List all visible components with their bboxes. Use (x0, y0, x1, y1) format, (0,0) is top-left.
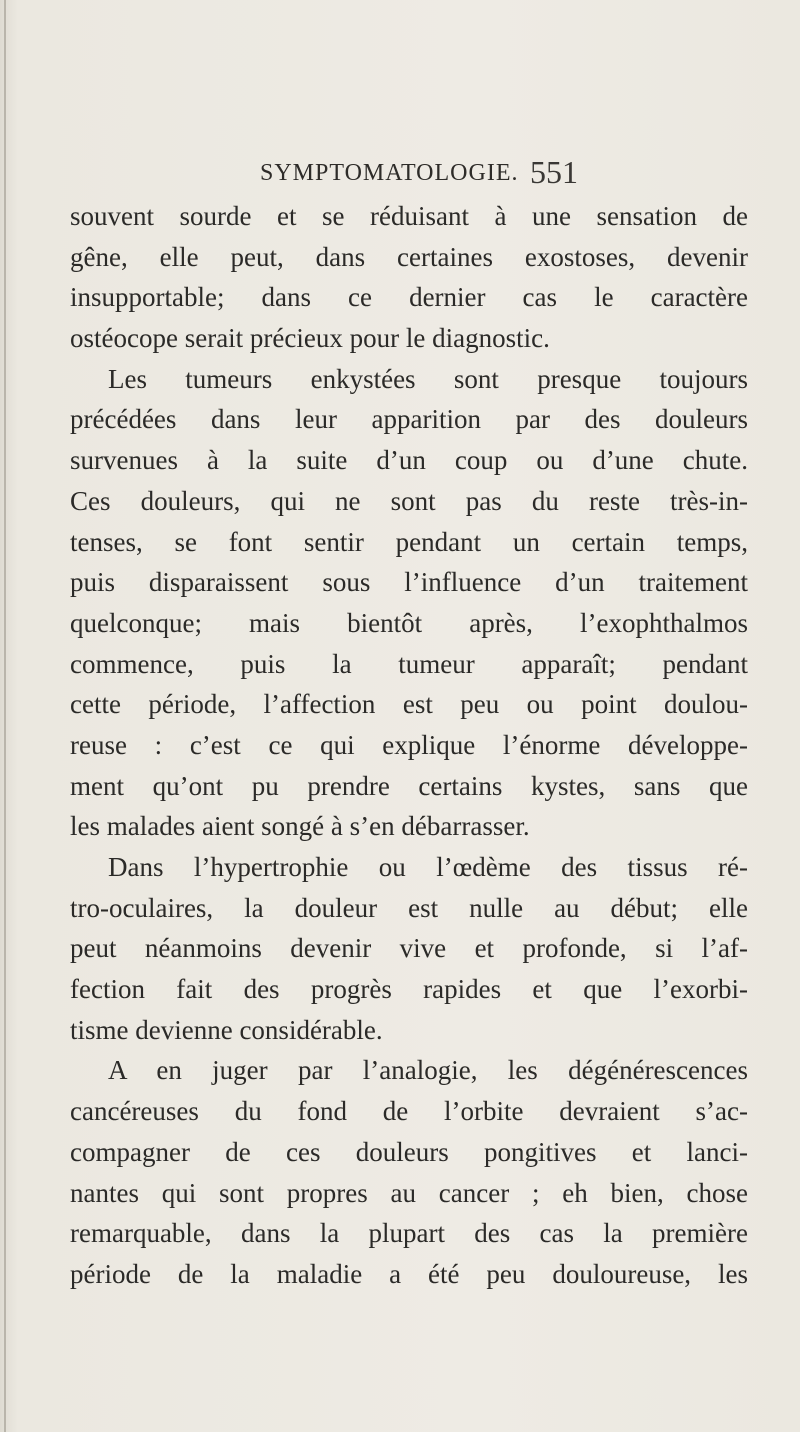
text-line: compagner de ces douleurs pongitives et lanci- (70, 1136, 748, 1167)
text-line: tenses, se font sentir pendant un certain temps, (70, 526, 748, 557)
text-line: insupportable; dans ce dernier cas le caractère (70, 282, 748, 313)
text-line: nantes qui sont propres au cancer ; eh bien, chose (70, 1177, 748, 1208)
text-line: Dans l’hypertrophie ou l’œdème des tissus ré- (108, 852, 748, 882)
text-line: cette période, l’affection est peu ou point doulou- (70, 689, 748, 720)
text-line: remarquable, dans la plupart des cas la première (70, 1218, 748, 1249)
text-line: précédées dans leur apparition par des douleurs (70, 404, 748, 435)
page-edge (4, 0, 6, 1432)
text-line: reuse : c’est ce qui explique l’énorme développe- (70, 729, 748, 760)
text-line: quelconque; mais bientôt après, l’exophthalmos (70, 607, 748, 638)
text-line: survenues à la suite d’un coup ou d’une chute. (70, 445, 748, 476)
page-header (0, 152, 800, 192)
text-line: puis disparaissent sous l’influence d’un traitement (70, 567, 748, 598)
text-line: gêne, elle peut, dans certaines exostoses, devenir (70, 241, 748, 272)
text-line: Ces douleurs, qui ne sont pas du reste très-in- (70, 485, 748, 516)
text-line: période de la maladie a été peu douloureuse, les (70, 1258, 748, 1289)
body-text (70, 196, 748, 1295)
text-line: fection fait des progrès rapides et que l’exorbi- (70, 974, 748, 1005)
text-line: souvent sourde et se réduisant à une sensation de (70, 201, 748, 231)
text-line: A en juger par l’analogie, les dégénérescences (108, 1055, 748, 1086)
page-number: 551 (530, 154, 578, 190)
text-line: les malades aient songé à s’en débarrasser. (70, 811, 530, 842)
text-line: Les tumeurs enkystées sont presque toujours (108, 363, 748, 394)
text-line: tro-oculaires, la douleur est nulle au début; elle (70, 892, 748, 923)
text-line: cancéreuses du fond de l’orbite devraient s’ac- (70, 1096, 748, 1127)
text-line: peut néanmoins devenir vive et profonde, si l’af- (70, 933, 748, 964)
text-line: ment qu’ont pu prendre certains kystes, sans que (70, 770, 748, 801)
text-line: tisme devienne considérable. (70, 1014, 383, 1045)
running-head: SYMPTOMATOLOGIE. (260, 160, 519, 186)
text-line: commence, puis la tumeur apparaît; pendant (70, 648, 748, 679)
text-line: ostéocope serait précieux pour le diagnostic. (70, 323, 550, 354)
